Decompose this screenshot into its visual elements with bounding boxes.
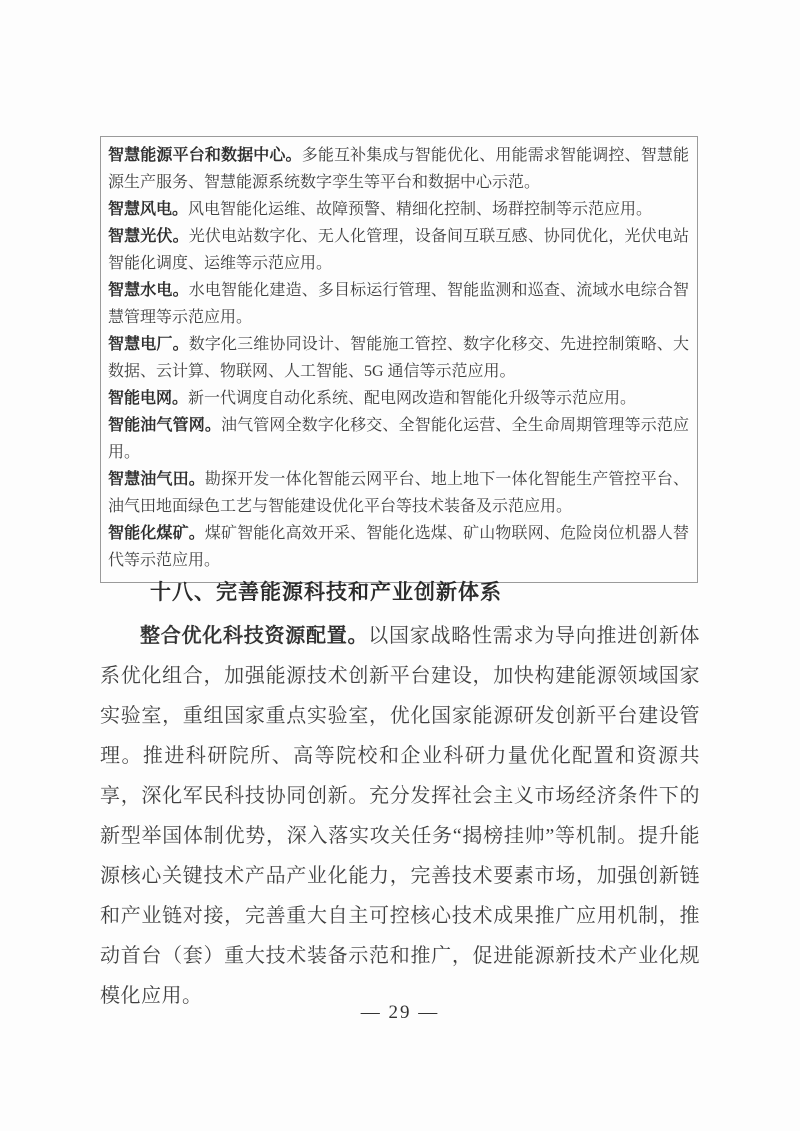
box-item-text: 新一代调度自动化系统、配电网改造和智能化升级等示范应用。 bbox=[188, 390, 637, 407]
page-number: — 29 — bbox=[360, 1002, 440, 1023]
section-paragraph bbox=[100, 616, 700, 1016]
box-item bbox=[108, 223, 689, 277]
box-item bbox=[108, 385, 689, 412]
box-item-text: 风电智能化运维、故障预警、精细化控制、场群控制等示范应用。 bbox=[188, 201, 653, 218]
box-item-text: 多能互补集成与智能优化、用能需求智能调控、智慧能源生产服务、智慧能源系统数字孪生等平台和数据中心示范。 bbox=[108, 147, 689, 191]
box-item-text: 油气管网全数字化移交、全智能化运营、全生命周期管理等示范应用。 bbox=[108, 417, 689, 461]
box-item-text: 光伏电站数字化、无人化管理，设备间互联互感、协同优化，光伏电站智能化调度、运维等示范应用。 bbox=[108, 228, 689, 272]
box-item bbox=[108, 196, 689, 223]
box-item bbox=[108, 412, 689, 466]
box-item-label: 智慧电厂。 bbox=[108, 336, 189, 353]
box-item bbox=[108, 142, 689, 196]
box-item-label: 智慧水电。 bbox=[108, 282, 189, 299]
box-item bbox=[108, 331, 689, 385]
box-item-label: 智慧能源平台和数据中心。 bbox=[108, 147, 302, 164]
section-heading: 十八、完善能源科技和产业创新体系 bbox=[150, 581, 502, 604]
box-item-text: 水电智能化建造、多目标运行管理、智能监测和巡查、流域水电综合智慧管理等示范应用。 bbox=[108, 282, 689, 326]
box-item-label: 智慧油气田。 bbox=[108, 471, 205, 488]
box-item-label: 智能油气管网。 bbox=[108, 417, 221, 434]
box-item-label: 智慧光伏。 bbox=[108, 228, 189, 245]
box-item bbox=[108, 466, 689, 520]
paragraph-body: 以国家战略性需求为导向推进创新体系优化组合，加强能源技术创新平台建设，加快构建能源领域国家实验室，重组国家重点实验室，优化国家能源研发创新平台建设管理。推进科研院所、高等院校和企业科研力量优化配置和资源共享，深化军民科技协同创新。充分发挥社会主义市场经济条件下的新型举国体制优势，深入落实攻关任务“揭榜挂帅”等机制。提升能源核心关键技术产品产业化能力，完善技术要素市场，加强创新链和产业链对接，完善重大自主可控核心技术成果推广应用机制，推动首台（套）重大技术装备示范和推广，促进能源新技术产业化规模化应用。 bbox=[100, 625, 700, 1007]
box-item bbox=[108, 277, 689, 331]
box-item bbox=[108, 520, 689, 574]
box-item-label: 智能电网。 bbox=[108, 390, 189, 407]
box-item-text: 煤矿智能化高效开采、智能化选煤、矿山物联网、危险岗位机器人替代等示范应用。 bbox=[108, 525, 689, 569]
box-item-label: 智慧风电。 bbox=[108, 201, 189, 218]
smart-energy-feature-box bbox=[100, 136, 698, 583]
box-item-text: 勘探开发一体化智能云网平台、地上地下一体化智能生产管控平台、油气田地面绿色工艺与智能建设优化平台等技术装备及示范应用。 bbox=[108, 471, 689, 515]
paragraph-lead: 整合优化科技资源配置。 bbox=[140, 625, 369, 647]
box-item-text: 数字化三维协同设计、智能施工管控、数字化移交、先进控制策略、大数据、云计算、物联网、人工智能、5G 通信等示范应用。 bbox=[108, 336, 689, 380]
box-item-label: 智能化煤矿。 bbox=[108, 525, 205, 542]
